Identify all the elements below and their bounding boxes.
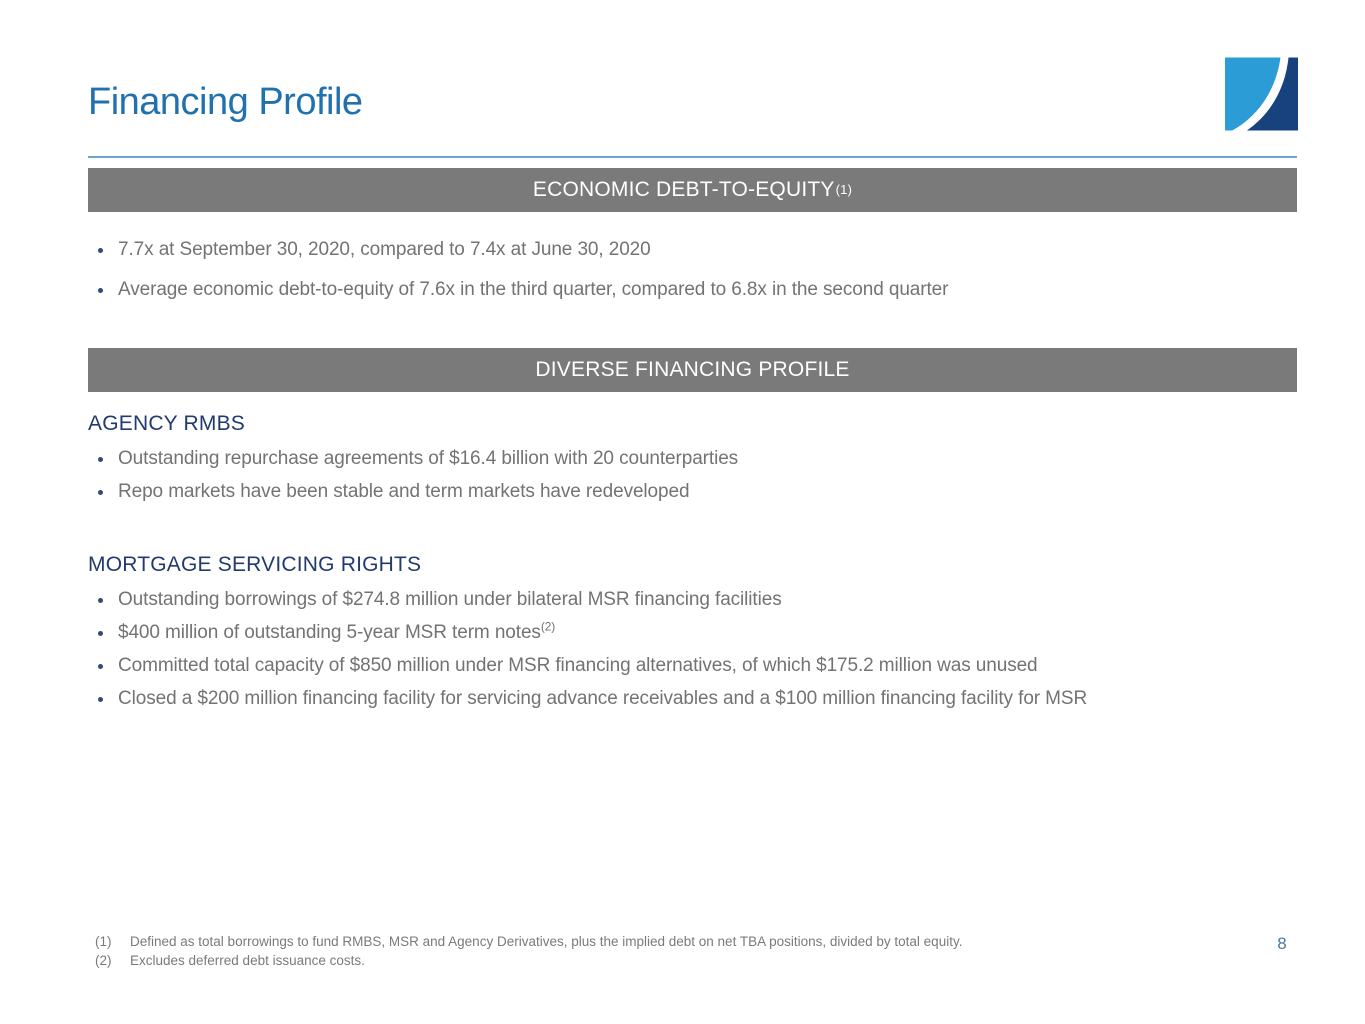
footnotes [95, 932, 1195, 970]
bullet-item: Closed a $200 million financing facility for servicing advance receivables and a $100 million financing facility for MSR [95, 686, 1305, 712]
section-header-economic-debt-to-equity: ECONOMIC DEBT-TO-EQUITY (1) [88, 168, 1297, 212]
bullet-item: Outstanding borrowings of $274.8 million under bilateral MSR financing facilities [95, 587, 1305, 613]
bullet-item [95, 620, 1305, 646]
footnote-number: (1) [95, 934, 112, 949]
page-title: Financing Profile [88, 81, 363, 123]
subsection-heading-mortgage-servicing-rights: MORTGAGE SERVICING RIGHTS [88, 553, 422, 576]
footnote-1 [95, 932, 1195, 951]
title-divider [88, 156, 1297, 158]
bullet-item: 7.7x at September 30, 2020, compared to 7.4x at June 30, 2020 [95, 237, 1305, 263]
bullet-item: Repo markets have been stable and term markets have redeveloped [95, 479, 1305, 505]
footnote-ref-2: (2) [540, 619, 556, 634]
footnote-number: (2) [95, 953, 112, 968]
agency-rmbs-bullets [95, 446, 1305, 512]
mortgage-servicing-rights-bullets [95, 587, 1305, 719]
bullet-text: $400 million of outstanding 5-year MSR term notes [118, 622, 541, 643]
bullet-item: Committed total capacity of $850 million under MSR financing alternatives, of which $175.2 million was unused [95, 653, 1305, 679]
footnote-2 [95, 951, 1195, 970]
bullet-item: Outstanding repurchase agreements of $16.4 billion with 20 counterparties [95, 446, 1305, 472]
bullet-item: Average economic debt-to-equity of 7.6x in the third quarter, compared to 6.8x in the second quarter [95, 277, 1305, 303]
section-header-label: ECONOMIC DEBT-TO-EQUITY [532, 178, 835, 201]
company-logo-icon [1225, 57, 1298, 131]
section-header-label: DIVERSE FINANCING PROFILE [535, 358, 850, 381]
section-header-diverse-financing-profile [88, 348, 1297, 392]
subsection-heading-agency-rmbs: AGENCY RMBS [88, 412, 246, 435]
economic-debt-to-equity-bullets [95, 237, 1305, 317]
footnote-text: Excludes deferred debt issuance costs. [130, 953, 365, 968]
page-number: 8 [1277, 934, 1287, 953]
footnote-text: Defined as total borrowings to fund RMBS, MSR and Agency Derivatives, plus the implied debt on net TBA positions, divided by total equity. [130, 934, 963, 949]
company-logo [1225, 57, 1298, 131]
